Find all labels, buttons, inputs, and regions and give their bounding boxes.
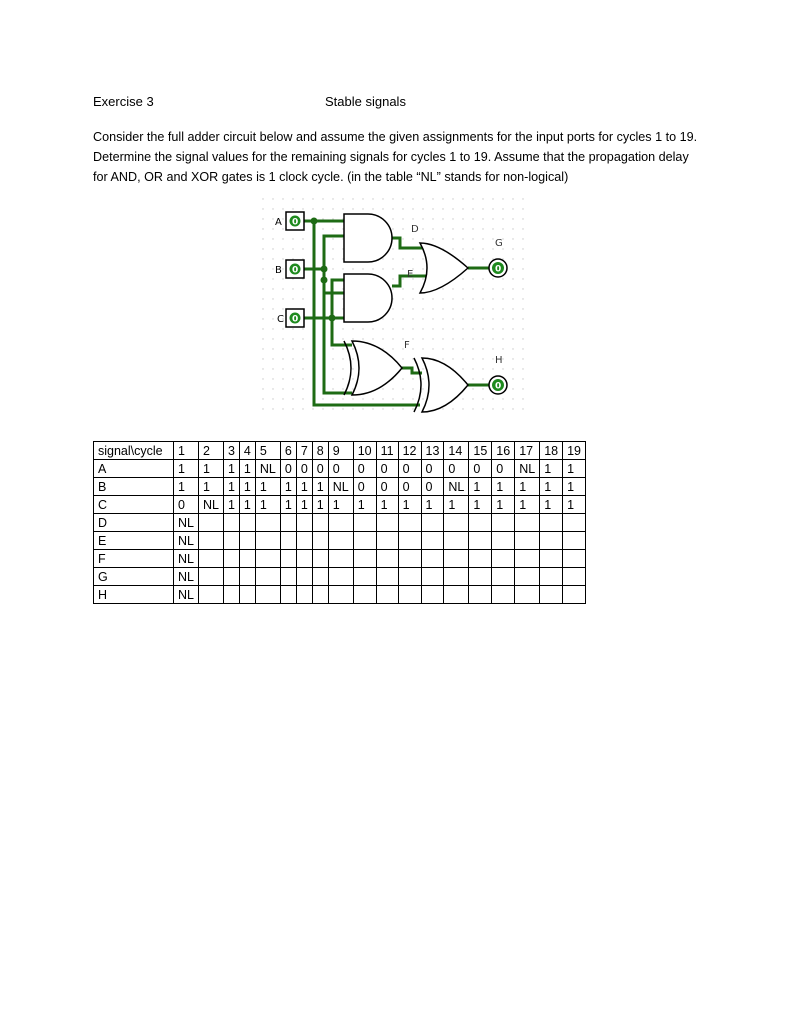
signal-value-cell[interactable]	[296, 586, 312, 604]
signal-value-cell[interactable]: 1	[239, 460, 255, 478]
table-row	[94, 550, 586, 568]
signal-value-cell[interactable]	[312, 568, 328, 586]
signal-value-cell[interactable]: 0	[398, 478, 421, 496]
signal-value-cell[interactable]: NL	[515, 460, 540, 478]
full-adder-circuit	[262, 198, 532, 418]
signal-value-cell[interactable]	[296, 514, 312, 532]
signal-value-cell[interactable]	[540, 568, 563, 586]
signal-value-cell[interactable]: 0	[398, 460, 421, 478]
signal-value-cell[interactable]	[255, 514, 280, 532]
cycle-header: 8	[312, 442, 328, 460]
cycle-header: 4	[239, 442, 255, 460]
signal-value-cell[interactable]	[239, 550, 255, 568]
signal-value-cell[interactable]	[421, 514, 444, 532]
signal-value-cell[interactable]: 1	[296, 496, 312, 514]
signal-value-cell[interactable]	[398, 550, 421, 568]
table-corner-header: signal\cycle	[94, 442, 174, 460]
cycle-header: 1	[174, 442, 199, 460]
signal-value-cell[interactable]: 1	[540, 478, 563, 496]
signal-value-cell[interactable]: 1	[312, 496, 328, 514]
signal-value-cell[interactable]: 1	[444, 496, 469, 514]
cycle-header: 14	[444, 442, 469, 460]
signal-value-cell[interactable]: 0	[469, 460, 492, 478]
signal-value-cell[interactable]: NL	[174, 550, 199, 568]
signal-value-cell[interactable]	[540, 514, 563, 532]
input-c-value: 0	[292, 314, 299, 325]
signal-value-cell[interactable]: 1	[198, 478, 223, 496]
signal-e-label: E	[407, 269, 414, 280]
signal-value-cell[interactable]	[563, 586, 586, 604]
signal-value-cell[interactable]	[255, 532, 280, 550]
signal-value-cell[interactable]: 1	[469, 496, 492, 514]
signal-table	[93, 441, 586, 604]
cycle-header: 10	[353, 442, 376, 460]
output-h-value: 0	[495, 381, 502, 392]
signal-value-cell[interactable]: 1	[174, 460, 199, 478]
signal-value-cell[interactable]	[198, 514, 223, 532]
signal-value-cell[interactable]	[239, 568, 255, 586]
signal-value-cell[interactable]	[328, 568, 353, 586]
signal-value-cell[interactable]: NL	[174, 532, 199, 550]
signal-value-cell[interactable]: 0	[280, 460, 296, 478]
signal-value-cell[interactable]	[328, 586, 353, 604]
signal-value-cell[interactable]	[312, 550, 328, 568]
signal-value-cell[interactable]	[198, 568, 223, 586]
signal-value-cell[interactable]	[540, 550, 563, 568]
cycle-header: 9	[328, 442, 353, 460]
signal-value-cell[interactable]	[353, 568, 376, 586]
input-b-value: 0	[292, 265, 299, 276]
signal-value-cell[interactable]: NL	[174, 568, 199, 586]
signal-value-cell[interactable]: 1	[376, 496, 398, 514]
signal-value-cell[interactable]	[239, 514, 255, 532]
signal-value-cell[interactable]: 0	[312, 460, 328, 478]
cycle-header: 6	[280, 442, 296, 460]
signal-value-cell[interactable]: 1	[198, 460, 223, 478]
output-g-value: 0	[495, 264, 502, 275]
and-gate-e	[344, 274, 392, 322]
signal-value-cell[interactable]	[492, 550, 515, 568]
signal-value-cell[interactable]: 1	[563, 496, 586, 514]
signal-value-cell[interactable]: 0	[328, 460, 353, 478]
signal-value-cell[interactable]	[280, 586, 296, 604]
signal-value-cell[interactable]	[353, 586, 376, 604]
signal-value-cell[interactable]	[223, 568, 239, 586]
signal-name-cell: D	[94, 514, 174, 532]
signal-value-cell[interactable]	[376, 532, 398, 550]
signal-name-cell: E	[94, 532, 174, 550]
signal-value-cell[interactable]	[312, 532, 328, 550]
signal-value-cell[interactable]	[444, 532, 469, 550]
signal-value-cell[interactable]: 1	[223, 460, 239, 478]
signal-value-cell[interactable]: 1	[255, 496, 280, 514]
signal-value-cell[interactable]	[198, 550, 223, 568]
cycle-header: 18	[540, 442, 563, 460]
signal-value-cell[interactable]	[540, 532, 563, 550]
signal-value-cell[interactable]: 1	[223, 496, 239, 514]
signal-f-label: F	[404, 340, 410, 351]
signal-value-cell[interactable]	[563, 568, 586, 586]
signal-value-cell[interactable]	[469, 568, 492, 586]
signal-value-cell[interactable]: 0	[421, 478, 444, 496]
cycle-header: 7	[296, 442, 312, 460]
signal-value-cell[interactable]	[540, 586, 563, 604]
signal-value-cell[interactable]: 1	[540, 460, 563, 478]
signal-value-cell[interactable]	[296, 568, 312, 586]
signal-value-cell[interactable]	[469, 586, 492, 604]
signal-value-cell[interactable]: 0	[421, 460, 444, 478]
table-row	[94, 586, 586, 604]
cycle-header: 19	[563, 442, 586, 460]
signal-value-cell[interactable]	[376, 586, 398, 604]
signal-value-cell[interactable]: 0	[376, 478, 398, 496]
table-row	[94, 568, 586, 586]
signal-name-cell: F	[94, 550, 174, 568]
signal-value-cell[interactable]: 1	[398, 496, 421, 514]
cycle-header: 3	[223, 442, 239, 460]
signal-value-cell[interactable]: NL	[174, 586, 199, 604]
signal-value-cell[interactable]: 1	[174, 478, 199, 496]
signal-value-cell[interactable]	[515, 550, 540, 568]
signal-value-cell[interactable]	[296, 550, 312, 568]
signal-name-cell: G	[94, 568, 174, 586]
signal-value-cell[interactable]	[223, 550, 239, 568]
cycle-header: 11	[376, 442, 398, 460]
signal-value-cell[interactable]	[312, 586, 328, 604]
cycle-header: 5	[255, 442, 280, 460]
table-header-row	[94, 442, 586, 460]
signal-value-cell[interactable]	[328, 532, 353, 550]
signal-value-cell[interactable]	[223, 586, 239, 604]
signal-value-cell[interactable]	[353, 514, 376, 532]
signal-value-cell[interactable]	[444, 586, 469, 604]
table-body	[94, 460, 586, 604]
cycle-header: 15	[469, 442, 492, 460]
signal-value-cell[interactable]	[563, 514, 586, 532]
signal-value-cell[interactable]: 1	[563, 478, 586, 496]
signal-name-cell: H	[94, 586, 174, 604]
signal-value-cell[interactable]	[239, 532, 255, 550]
signal-value-cell[interactable]	[421, 550, 444, 568]
signal-value-cell[interactable]: 0	[376, 460, 398, 478]
signal-value-cell[interactable]: 1	[312, 478, 328, 496]
signal-value-cell[interactable]	[376, 550, 398, 568]
signal-value-cell[interactable]: 1	[492, 496, 515, 514]
signal-value-cell[interactable]	[376, 514, 398, 532]
signal-value-cell[interactable]	[444, 568, 469, 586]
signal-value-cell[interactable]	[353, 550, 376, 568]
cycle-header: 2	[198, 442, 223, 460]
signal-value-cell[interactable]: NL	[444, 478, 469, 496]
signal-value-cell[interactable]	[492, 532, 515, 550]
signal-value-cell[interactable]: 1	[515, 496, 540, 514]
input-b-label: B	[275, 265, 282, 276]
signal-value-cell[interactable]	[398, 532, 421, 550]
signal-value-cell[interactable]	[515, 568, 540, 586]
signal-value-cell[interactable]	[444, 514, 469, 532]
signal-value-cell[interactable]: 1	[255, 478, 280, 496]
signal-value-cell[interactable]	[328, 550, 353, 568]
and-gate-d	[344, 214, 392, 262]
signal-value-cell[interactable]	[563, 550, 586, 568]
signal-value-cell[interactable]	[239, 586, 255, 604]
signal-value-cell[interactable]	[515, 514, 540, 532]
signal-value-cell[interactable]: 1	[421, 496, 444, 514]
signal-value-cell[interactable]	[198, 586, 223, 604]
signal-value-cell[interactable]: 0	[174, 496, 199, 514]
signal-d-label: D	[411, 224, 419, 235]
signal-name-cell: A	[94, 460, 174, 478]
signal-value-cell[interactable]	[563, 532, 586, 550]
signal-name-cell: C	[94, 496, 174, 514]
table-row	[94, 532, 586, 550]
signal-value-cell[interactable]: 0	[296, 460, 312, 478]
signal-value-cell[interactable]: 1	[563, 460, 586, 478]
signal-value-cell[interactable]: NL	[174, 514, 199, 532]
signal-value-cell[interactable]	[280, 514, 296, 532]
signal-value-cell[interactable]	[515, 586, 540, 604]
signal-value-cell[interactable]: 1	[469, 478, 492, 496]
signal-value-cell[interactable]	[421, 532, 444, 550]
signal-value-cell[interactable]	[255, 568, 280, 586]
input-a-value: 0	[292, 217, 299, 228]
signal-name-cell: B	[94, 478, 174, 496]
signal-value-cell[interactable]	[312, 514, 328, 532]
signal-value-cell[interactable]	[280, 532, 296, 550]
signal-value-cell[interactable]	[469, 550, 492, 568]
table-row	[94, 460, 586, 478]
signal-value-cell[interactable]: 1	[353, 496, 376, 514]
input-c-label: C	[277, 314, 284, 325]
signal-value-cell[interactable]: 1	[280, 496, 296, 514]
exercise-title: Exercise 3	[93, 94, 154, 109]
signal-value-cell[interactable]	[469, 532, 492, 550]
signal-value-cell[interactable]	[492, 586, 515, 604]
signal-value-cell[interactable]: 0	[444, 460, 469, 478]
signal-value-cell[interactable]: NL	[198, 496, 223, 514]
signal-value-cell[interactable]: 1	[540, 496, 563, 514]
signal-value-cell[interactable]	[328, 514, 353, 532]
signal-value-cell[interactable]: NL	[328, 478, 353, 496]
table-row	[94, 496, 586, 514]
signal-value-cell[interactable]: 1	[280, 478, 296, 496]
signal-value-cell[interactable]: 0	[492, 460, 515, 478]
signal-value-cell[interactable]: 1	[296, 478, 312, 496]
signal-value-cell[interactable]	[198, 532, 223, 550]
signal-value-cell[interactable]	[223, 532, 239, 550]
table-row	[94, 478, 586, 496]
cycle-header: 17	[515, 442, 540, 460]
signal-value-cell[interactable]	[444, 550, 469, 568]
output-h-label: H	[495, 355, 503, 366]
exercise-subtitle: Stable signals	[325, 94, 406, 109]
signal-value-cell[interactable]	[223, 514, 239, 532]
signal-value-cell[interactable]: 1	[239, 496, 255, 514]
signal-value-cell[interactable]	[398, 514, 421, 532]
signal-value-cell[interactable]	[353, 532, 376, 550]
signal-value-cell[interactable]	[469, 514, 492, 532]
signal-value-cell[interactable]: 1	[515, 478, 540, 496]
exercise-description: Consider the full adder circuit below and assume the given assignments for the input ports for cycles 1 to 19. Determine the signal values for the remaining signals for cycles 1 to 19. Assume that the propagation delay for AND, OR and XOR gates is 1 clock cycle. (in the table “NL” stands for non-logical)	[93, 130, 698, 184]
signal-value-cell[interactable]	[492, 514, 515, 532]
signal-value-cell[interactable]	[421, 586, 444, 604]
signal-value-cell[interactable]: 0	[353, 460, 376, 478]
signal-value-cell[interactable]	[376, 568, 398, 586]
signal-value-cell[interactable]: 1	[492, 478, 515, 496]
signal-value-cell[interactable]	[296, 532, 312, 550]
signal-value-cell[interactable]	[255, 550, 280, 568]
signal-value-cell[interactable]	[515, 532, 540, 550]
signal-value-cell[interactable]: 1	[239, 478, 255, 496]
input-a-label: A	[275, 217, 282, 228]
signal-value-cell[interactable]	[398, 568, 421, 586]
signal-value-cell[interactable]	[421, 568, 444, 586]
signal-value-cell[interactable]: NL	[255, 460, 280, 478]
signal-value-cell[interactable]	[280, 550, 296, 568]
signal-value-cell[interactable]: 0	[353, 478, 376, 496]
signal-value-cell[interactable]	[280, 568, 296, 586]
output-g-label: G	[495, 238, 503, 249]
signal-value-cell[interactable]: 1	[328, 496, 353, 514]
signal-value-cell[interactable]: 1	[223, 478, 239, 496]
signal-value-cell[interactable]	[255, 586, 280, 604]
cycle-header: 16	[492, 442, 515, 460]
signal-value-cell[interactable]	[492, 568, 515, 586]
signal-value-cell[interactable]	[398, 586, 421, 604]
table-row	[94, 514, 586, 532]
cycle-header: 13	[421, 442, 444, 460]
cycle-header: 12	[398, 442, 421, 460]
